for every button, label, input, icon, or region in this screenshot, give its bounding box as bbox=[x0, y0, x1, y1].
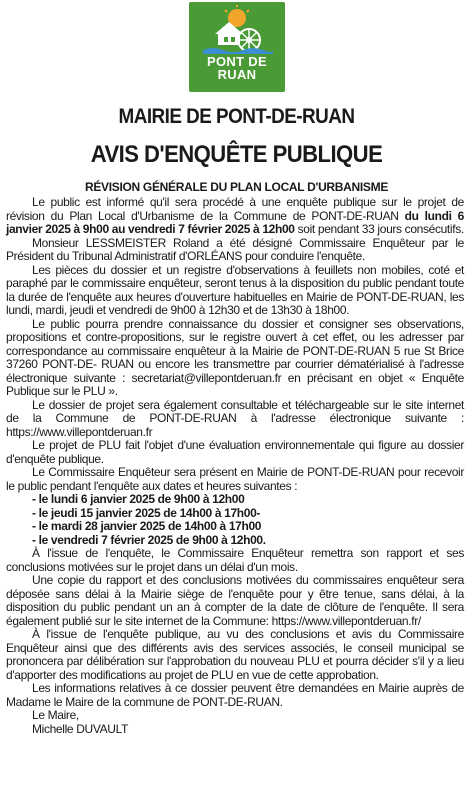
permanence-date: - le lundi 6 janvier 2025 de 9h00 à 12h00 bbox=[32, 492, 245, 506]
town-logo bbox=[189, 2, 285, 92]
notice-body bbox=[6, 196, 464, 736]
paragraph-website: Le dossier de projet sera également consultable et téléchargeable sur le site internet de la Commune de PONT-DE-RUAN à l'adresse électronique suivante : https://www.villepontderuan.fr bbox=[6, 397, 464, 439]
signature-name: Michelle DUVAULT bbox=[32, 721, 128, 736]
signature-role: Le Maire, bbox=[32, 708, 79, 722]
paragraph-permanences: Le Commissaire Enquêteur sera présent en Mairie de PONT-DE-RUAN pour recevoir le public pendant l'enquête aux dates et heures suivantes : bbox=[6, 465, 464, 493]
paragraph-enquiry-dates: Le public est informé qu'il sera procédé à une enquête publique sur le projet de révision du Plan Local d'Urbanisme de la Commune de PONT-DE-RUAN du lundi 6 janvier 2025 à 9h00 au vendredi 7 février 2025 à 12h00 soit pendant 33 jours consécutifs. bbox=[6, 195, 464, 236]
paragraph-evaluation: Le projet de PLU fait l'objet d'une évaluation environnementale qui figure au dossier d'enquête publique. bbox=[6, 438, 464, 466]
paragraph-documents: Les pièces du dossier et un registre d'observations à feuillets non mobiles, coté et paraphé par le commissaire enquêteur, seront tenus à la disposition du public pendant toute la durée de l'enquête aux heures d'ouverture habituelles en Mairie de PONT-DE-RUAN, les lundi, mardi, jeudi et vendredi de 9h00 à 12h30 et de 13h30 à 18h00. bbox=[6, 262, 464, 317]
paragraph-approval: À l'issue de l'enquête publique, au vu des conclusions et avis du Commissaire Enquêteur ainsi que des différents avis des services associés, le conseil municipal se prononcera par délibération sur l'approbation du nouveau PLU et pourra décider s'il y a lieu d'apporter des modifications au projet de PLU en vue de cette approbation. bbox=[6, 627, 464, 682]
logo-line-2: RUAN bbox=[217, 67, 257, 82]
permanence-date: - le vendredi 7 février 2025 de 9h00 à 12h00. bbox=[32, 532, 266, 547]
notice-subtitle: RÉVISION GÉNÉRALE DU PLAN LOCAL D'URBANISME bbox=[84, 180, 389, 194]
paragraph-information: Les informations relatives à ce dossier peuvent être demandées en Mairie auprès de Madame le Maire de la commune de PONT-DE-RUAN. bbox=[6, 681, 464, 709]
paragraph-report: À l'issue de l'enquête, le Commissaire Enquêteur remettra son rapport et ses conclusions motivées sur le projet dans un délai d'un mois. bbox=[6, 546, 464, 574]
paragraph-commissioner: Monsieur LESSMEISTER Roland a été désigné Commissaire Enquêteur par le Président du Tribunal Administratif d'ORLÉANS pour conduire l'enquête. bbox=[6, 235, 464, 263]
permanence-date: - le jeudi 15 janvier 2025 de 14h00 à 17h00- bbox=[32, 505, 261, 520]
permanence-date: - le mardi 28 janvier 2025 de 14h00 à 17h00 bbox=[32, 519, 262, 533]
notice-title: AVIS D'ENQUÊTE PUBLIQUE bbox=[90, 141, 383, 168]
logo-line-1: PONT DE bbox=[207, 54, 267, 69]
paragraph-report-copy: Une copie du rapport et des conclusions motivées du commissaires enquêteur sera déposée sans délai à la Mairie siège de l'enquête pour y être tenue, sans délai, à la disposition du public pendant un an à compter de la date de clôture de l'enquête. Il sera également publié sur le site internet de la Commune: https://www.villepontderuan.fr/ bbox=[6, 573, 464, 628]
paragraph-observations: Le public pourra prendre connaissance du dossier et consigner ses observations, propositions et contre-propositions, sur le registre ouvert à cet effet, ou les adresser par correspondance au commissaire enquêteur à la Mairie de PONT-DE-RUAN 5 rue St Brice 37260 PONT-DE- RUAN ou encore les transmettre par courrier dématérialisé à l'adresse électronique suivante : secretariat@villepontderuan.fr en précisant en objet « Enquête Publique sur le PLU ». bbox=[6, 316, 464, 398]
enquiry-period: du lundi 6 janvier 2025 à 9h00 au vendredi 7 février 2025 à 12h00 bbox=[6, 208, 464, 236]
mairie-title: MAIRIE DE PONT-DE-RUAN bbox=[118, 105, 355, 128]
